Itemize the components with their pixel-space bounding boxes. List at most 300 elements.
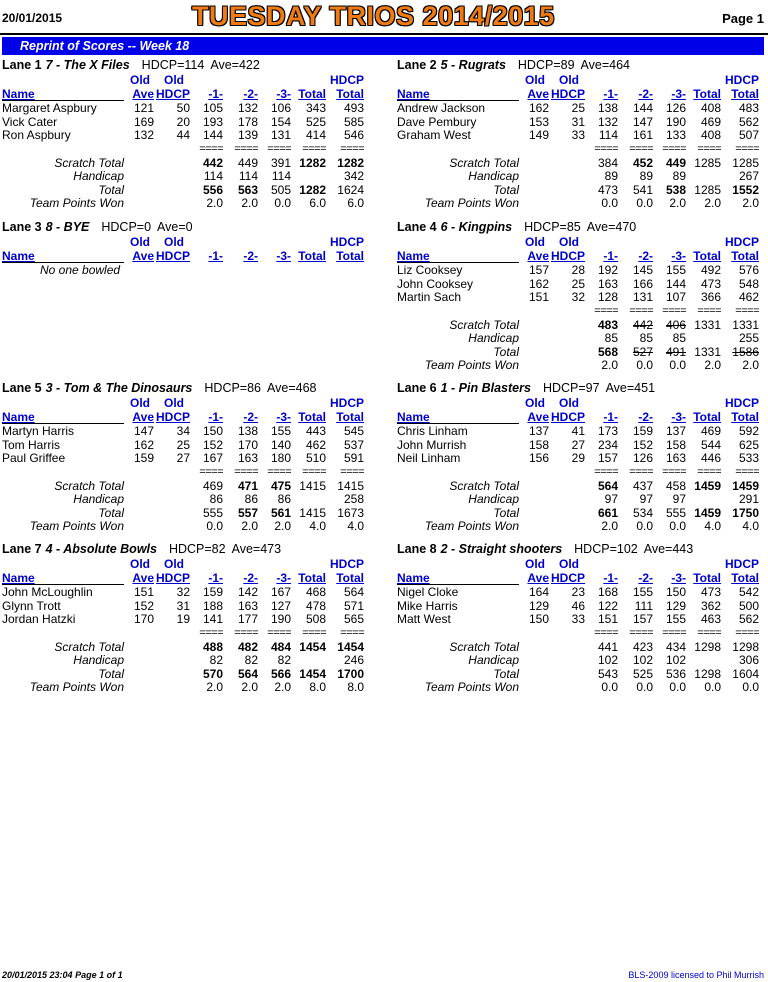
scratch-total-ht: 1285 [732, 155, 759, 170]
team-points-won-total: 8.0 [309, 680, 326, 694]
col-hdcp-label: HDCP [724, 396, 759, 410]
separator-equals: ==== [697, 142, 721, 155]
bowler-handicap: 25 [571, 101, 585, 115]
col-game3-header: -3- [276, 87, 291, 101]
bowler-hdcp-series: 507 [738, 128, 759, 142]
bowler-series: 408 [700, 128, 721, 142]
col-ave-header: Ave [527, 410, 549, 424]
handicap-row-label: Handicap [468, 492, 519, 506]
bowler-game2: 126 [632, 451, 653, 465]
bowler-average: 147 [133, 424, 154, 438]
col-game3-header: -3- [276, 571, 291, 585]
col-old-label: Old [130, 396, 150, 410]
lane-heading [397, 381, 655, 395]
separator-equals: ==== [199, 465, 223, 478]
team-points-won-g3: 0.0 [669, 358, 686, 372]
bowler-average: 158 [528, 437, 549, 452]
bowler-series: 462 [305, 437, 326, 452]
bowler-game3: 155 [665, 612, 686, 626]
col-game2-header: -2- [243, 571, 258, 585]
scratch-total-g1: 441 [597, 639, 618, 654]
col-total-header: Total [693, 87, 721, 101]
team-total-total: 1459 [694, 505, 721, 520]
lane-number: Lane 7 [2, 542, 42, 556]
handicap-row-g3: 102 [665, 653, 686, 667]
bowler-average: 137 [528, 424, 549, 438]
separator-equals: ==== [594, 626, 618, 639]
team-points-won-label: Team Points Won [29, 680, 124, 694]
team-total-ht: 1604 [732, 666, 759, 681]
team-total-g3: 538 [665, 182, 686, 197]
col-hdcp-label: HDCP [329, 396, 364, 410]
team-points-won-g1: 2.0 [206, 680, 223, 694]
bowler-game3: 163 [665, 451, 686, 465]
team-points-won-total: 2.0 [704, 358, 721, 372]
handicap-row-ht: 246 [343, 653, 364, 667]
bowler-game2: 163 [237, 451, 258, 465]
bowler-name: Mike Harris [397, 598, 458, 613]
col-old-label: Old [130, 73, 150, 87]
bowler-handicap: 34 [176, 424, 190, 438]
scratch-total-total: 1282 [299, 155, 326, 170]
col-name-header: Name [397, 87, 430, 101]
scratch-total-g2: 471 [237, 478, 258, 493]
team-points-won-g2: 2.0 [241, 519, 258, 533]
team-total-g2: 541 [632, 182, 653, 197]
bowler-handicap: 29 [571, 451, 585, 465]
lane-heading [2, 220, 193, 234]
col-game2-header: -2- [638, 249, 653, 263]
col-old-label: Old [559, 73, 579, 87]
team-points-won-g2: 2.0 [241, 680, 258, 694]
handicap-row-g3: 89 [672, 169, 686, 183]
col-ave-header: Ave [132, 87, 154, 101]
bowler-handicap: 28 [571, 263, 585, 277]
bowler-handicap: 25 [176, 437, 190, 452]
col-hdcp-total-header: Total [336, 87, 364, 101]
team-total-g3: 536 [665, 666, 686, 681]
bowler-game1: 151 [597, 612, 618, 626]
bowler-hdcp-series: 546 [343, 128, 364, 142]
bowler-name: John McLoughlin [2, 585, 93, 599]
col-game3-header: -3- [276, 249, 291, 263]
handicap-row-g2: 89 [639, 169, 653, 183]
bowler-hdcp-series: 592 [738, 424, 759, 438]
separator-equals: ==== [662, 304, 686, 317]
scratch-total-g1: 483 [597, 317, 618, 332]
bowler-series: 492 [700, 263, 721, 277]
separator-equals: ==== [697, 465, 721, 478]
separator-equals: ==== [662, 465, 686, 478]
bowler-handicap: 20 [176, 114, 190, 129]
bowler-game1: 168 [597, 585, 618, 599]
col-total-header: Total [298, 249, 326, 263]
bowler-game3: 180 [270, 451, 291, 465]
bowler-handicap: 27 [176, 451, 190, 465]
scratch-total-label: Scratch Total [449, 155, 519, 170]
handicap-row-g2: 82 [244, 653, 258, 667]
scratch-total-total: 1415 [299, 478, 326, 493]
handicap-row-ht: 267 [738, 169, 759, 183]
bowler-series: 414 [305, 128, 326, 142]
lane-heading [2, 381, 317, 395]
col-total-header: Total [693, 249, 721, 263]
bowler-average: 151 [528, 290, 549, 304]
scratch-total-ht: 1415 [337, 478, 364, 493]
bowler-game3: 133 [665, 128, 686, 142]
col-hdcp-label: HDCP [329, 557, 364, 571]
handicap-row-ht: 291 [738, 492, 759, 506]
lane-block [2, 381, 367, 541]
team-total-total: 1415 [299, 505, 326, 520]
lane-number: Lane 4 [397, 220, 437, 234]
bowler-average: 164 [528, 585, 549, 599]
separator-equals: ==== [267, 142, 291, 155]
team-average: Ave=468 [267, 381, 317, 395]
col-game2-header: -2- [243, 87, 258, 101]
bowler-name: Martin Sach [397, 290, 462, 304]
bowler-name: Martyn Harris [2, 424, 75, 438]
handicap-row-g2: 85 [639, 331, 653, 345]
team-total-total: 1454 [299, 666, 326, 681]
team-points-won-g1: 2.0 [601, 358, 618, 372]
handicap-row-g3: 85 [672, 331, 686, 345]
team-total-g1: 473 [597, 182, 618, 197]
col-total-header: Total [298, 410, 326, 424]
separator-equals: ==== [735, 626, 759, 639]
col-old-label: Old [559, 396, 579, 410]
handicap-row-ht: 255 [738, 331, 759, 345]
team-points-won-g1: 2.0 [601, 519, 618, 533]
col-total-header: Total [693, 410, 721, 424]
bowler-series: 473 [700, 276, 721, 291]
team-total-label: Total [493, 505, 519, 520]
team-points-won-g3: 0.0 [669, 519, 686, 533]
separator-equals: ==== [267, 626, 291, 639]
col-old-label: Old [525, 557, 545, 571]
bowler-average: 159 [133, 451, 154, 465]
bowler-handicap: 31 [571, 114, 585, 129]
col-total-header: Total [693, 571, 721, 585]
handicap-row-g3: 97 [672, 492, 686, 506]
team-points-won-g2: 0.0 [636, 680, 653, 694]
team-average: Ave=473 [231, 542, 282, 556]
team-total-ht: 1624 [337, 182, 364, 197]
separator-equals: ==== [340, 465, 364, 478]
bowler-game2: 163 [237, 598, 258, 613]
col-name-header: Name [2, 571, 35, 585]
bowler-game2: 159 [632, 424, 653, 438]
bowler-game3: 190 [665, 114, 686, 129]
handicap-row-label: Handicap [73, 653, 124, 667]
team-total-g1: 543 [597, 666, 618, 681]
team-points-won-total: 6.0 [309, 196, 326, 210]
bowler-game3: 167 [270, 585, 291, 599]
team-total-ht: 1586 [732, 344, 759, 359]
col-hdcp-label: HDCP [329, 73, 364, 87]
no-bowlers-note: No one bowled [40, 263, 121, 277]
col-hdcp-header: HDCP [550, 410, 585, 424]
col-total-header: Total [298, 87, 326, 101]
handicap-row-g1: 89 [604, 169, 618, 183]
bowler-hdcp-series: 545 [343, 424, 364, 438]
col-name-header: Name [2, 87, 35, 101]
team-points-won-ht: 6.0 [347, 196, 364, 210]
bowler-game3: 154 [270, 114, 291, 129]
bowler-name: John Murrish [397, 437, 467, 452]
team-total-label: Total [98, 666, 124, 681]
bowler-handicap: 32 [571, 290, 585, 304]
col-name-header: Name [2, 410, 35, 424]
bowler-game1: 163 [597, 276, 618, 291]
footer-print-info: 20/01/2015 23:04 Page 1 of 1 [2, 970, 123, 980]
team-total-g3: 561 [270, 505, 291, 520]
team-points-won-label: Team Points Won [424, 519, 519, 533]
scratch-total-g3: 484 [270, 639, 291, 654]
scratch-total-label: Scratch Total [54, 478, 124, 493]
bowler-series: 508 [305, 612, 326, 626]
col-ave-header: Ave [527, 249, 549, 263]
col-hdcp-total-header: Total [731, 87, 759, 101]
lane-heading [397, 58, 630, 72]
separator-equals: ==== [697, 304, 721, 317]
bowler-hdcp-series: 585 [343, 114, 364, 129]
handicap-row-g1: 85 [604, 331, 618, 345]
col-ave-header: Ave [132, 410, 154, 424]
scratch-total-g3: 449 [665, 155, 686, 170]
title-rule [0, 33, 768, 35]
scratch-total-g3: 406 [665, 317, 686, 332]
team-points-won-g2: 2.0 [241, 196, 258, 210]
bowler-series: 469 [700, 114, 721, 129]
bowler-game1: 122 [597, 598, 618, 613]
col-game2-header: -2- [638, 410, 653, 424]
handicap-row-g1: 82 [209, 653, 223, 667]
col-hdcp-label: HDCP [724, 235, 759, 249]
lane-number: Lane 2 [397, 58, 437, 72]
bowler-game2: 166 [632, 276, 653, 291]
team-total-g1: 661 [597, 505, 618, 520]
separator-equals: ==== [735, 304, 759, 317]
col-game3-header: -3- [671, 87, 686, 101]
bowler-handicap: 19 [176, 612, 190, 626]
scratch-total-g3: 458 [665, 478, 686, 493]
team-total-label: Total [98, 182, 124, 197]
team-points-won-g1: 0.0 [601, 196, 618, 210]
bowler-game1: 105 [202, 101, 223, 115]
bowler-average: 150 [528, 612, 549, 626]
bowler-series: 478 [305, 598, 326, 613]
bowler-series: 408 [700, 101, 721, 115]
team-average: Ave=443 [643, 542, 694, 556]
scratch-total-g1: 442 [202, 155, 223, 170]
col-game3-header: -3- [671, 249, 686, 263]
separator-equals: ==== [594, 142, 618, 155]
col-name-header: Name [397, 249, 430, 263]
handicap-row-label: Handicap [468, 653, 519, 667]
bowler-name: Neil Linham [397, 451, 461, 465]
bowler-game3: 155 [665, 263, 686, 277]
col-hdcp-header: HDCP [155, 410, 190, 424]
separator-equals: ==== [629, 626, 653, 639]
bowler-game2: 144 [632, 101, 653, 115]
team-total-g3: 491 [665, 344, 686, 359]
team-total-g2: 563 [237, 182, 258, 197]
team-points-won-g3: 0.0 [274, 196, 291, 210]
lane-block [397, 58, 762, 218]
team-name: 4 - Absolute Bowls [45, 542, 157, 556]
bowler-game1: 138 [597, 101, 618, 115]
handicap-row-g3: 86 [277, 492, 291, 506]
team-points-won-ht: 8.0 [347, 680, 364, 694]
lane-block [397, 381, 762, 541]
bowler-game3: 126 [665, 101, 686, 115]
bowler-game1: 173 [597, 424, 618, 438]
team-total-label: Total [493, 182, 519, 197]
bowler-game3: 190 [270, 612, 291, 626]
col-hdcp-total-header: Total [336, 571, 364, 585]
handicap-row-label: Handicap [468, 331, 519, 345]
team-points-won-label: Team Points Won [424, 680, 519, 694]
bowler-series: 443 [305, 424, 326, 438]
bowler-name: Vick Cater [2, 114, 58, 129]
scratch-total-g2: 437 [632, 478, 653, 493]
bowler-game1: 159 [202, 585, 223, 599]
separator-equals: ==== [594, 465, 618, 478]
bowler-average: 162 [133, 437, 154, 452]
bowler-average: 169 [133, 114, 154, 129]
bowler-hdcp-series: 625 [738, 437, 759, 452]
bowler-game1: 188 [202, 598, 223, 613]
team-average: Ave=464 [580, 58, 631, 72]
team-hdcp: HDCP=86 [204, 381, 262, 395]
bowler-name: Tom Harris [2, 437, 61, 452]
lane-number: Lane 1 [2, 58, 42, 72]
team-hdcp: HDCP=114 [141, 58, 205, 72]
bowler-name: Nigel Cloke [397, 585, 459, 599]
team-total-g3: 505 [270, 182, 291, 197]
team-total-ht: 1700 [337, 666, 364, 681]
col-hdcp-total-header: Total [336, 249, 364, 263]
bowler-game1: 167 [202, 451, 223, 465]
team-name: 3 - Tom & The Dinosaurs [45, 381, 193, 395]
bowler-average: 121 [133, 101, 154, 115]
col-old-label: Old [559, 557, 579, 571]
col-old-label: Old [525, 235, 545, 249]
scratch-total-g3: 391 [270, 155, 291, 170]
team-hdcp: HDCP=97 [542, 381, 600, 395]
bowler-name: Ron Aspbury [2, 128, 71, 142]
scratch-total-ht: 1282 [337, 155, 364, 170]
lane-number: Lane 5 [2, 381, 42, 395]
handicap-row-label: Handicap [73, 492, 124, 506]
team-name: 1 - Pin Blasters [440, 381, 531, 395]
col-game1-header: -1- [603, 249, 618, 263]
team-name: 7 - The X Files [45, 58, 130, 72]
col-hdcp-header: HDCP [550, 571, 585, 585]
bowler-game1: 192 [597, 263, 618, 277]
bowler-game2: 157 [632, 612, 653, 626]
col-hdcp-label: HDCP [329, 235, 364, 249]
handicap-row-g3: 82 [277, 653, 291, 667]
team-total-total: 1285 [694, 182, 721, 197]
lane-heading [397, 542, 693, 556]
separator-equals: ==== [234, 142, 258, 155]
bowler-average: 149 [528, 128, 549, 142]
team-points-won-g2: 0.0 [636, 519, 653, 533]
team-points-won-label: Team Points Won [29, 196, 124, 210]
team-hdcp: HDCP=82 [168, 542, 226, 556]
team-points-won-ht: 2.0 [742, 358, 759, 372]
col-hdcp-total-header: Total [731, 410, 759, 424]
team-total-label: Total [493, 666, 519, 681]
col-ave-header: Ave [527, 87, 549, 101]
col-game1-header: -1- [208, 410, 223, 424]
handicap-row-label: Handicap [468, 169, 519, 183]
team-total-g2: 557 [237, 505, 258, 520]
separator-equals: ==== [735, 142, 759, 155]
col-old-label: Old [164, 396, 184, 410]
bowler-name: Liz Cooksey [397, 263, 463, 277]
scratch-total-g1: 564 [597, 478, 618, 493]
col-game2-header: -2- [243, 410, 258, 424]
col-game3-header: -3- [276, 410, 291, 424]
scratch-total-total: 1285 [694, 155, 721, 170]
handicap-row-g3: 114 [271, 169, 291, 183]
col-game1-header: -1- [603, 410, 618, 424]
scratch-total-total: 1298 [694, 639, 721, 654]
scratch-total-g1: 384 [597, 155, 618, 170]
lane-heading [2, 542, 281, 556]
col-old-label: Old [164, 235, 184, 249]
bowler-hdcp-series: 500 [738, 598, 759, 613]
scratch-total-ht: 1454 [337, 639, 364, 654]
team-points-won-total: 2.0 [704, 196, 721, 210]
col-game1-header: -1- [208, 249, 223, 263]
bowler-game3: 144 [665, 276, 686, 291]
team-points-won-ht: 4.0 [347, 519, 364, 533]
team-average: Ave=422 [210, 58, 260, 72]
team-total-g1: 570 [202, 666, 223, 681]
separator-equals: ==== [340, 626, 364, 639]
lane-block [2, 542, 367, 702]
bowler-name: Paul Griffee [2, 451, 66, 465]
col-game1-header: -1- [208, 87, 223, 101]
scratch-total-g2: 423 [632, 639, 653, 654]
bowler-game3: 127 [270, 598, 291, 613]
team-points-won-label: Team Points Won [424, 196, 519, 210]
bowler-hdcp-series: 462 [738, 290, 759, 304]
bowler-game1: 141 [202, 612, 223, 626]
bowler-game2: 139 [237, 128, 258, 142]
team-hdcp: HDCP=89 [517, 58, 575, 72]
scratch-total-g2: 452 [632, 155, 653, 170]
col-game2-header: -2- [638, 87, 653, 101]
scratch-total-g1: 469 [202, 478, 223, 493]
bowler-hdcp-series: 564 [343, 585, 364, 599]
bowler-game1: 152 [202, 437, 223, 452]
bowler-game2: 177 [237, 612, 258, 626]
bowler-hdcp-series: 591 [343, 451, 364, 465]
col-hdcp-label: HDCP [724, 557, 759, 571]
team-name: 5 - Rugrats [440, 58, 506, 72]
lane-heading [397, 220, 636, 234]
col-game3-header: -3- [671, 410, 686, 424]
separator-equals: ==== [662, 626, 686, 639]
team-points-won-total: 4.0 [309, 519, 326, 533]
separator-equals: ==== [662, 142, 686, 155]
lane-block [2, 220, 367, 380]
